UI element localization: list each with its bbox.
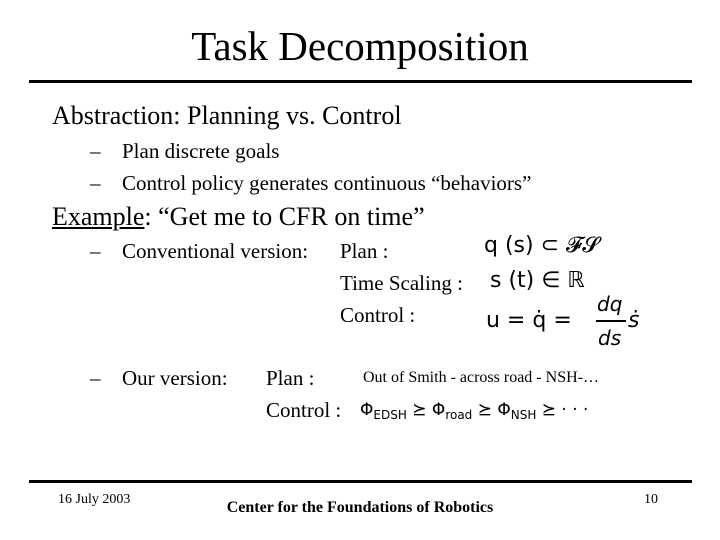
control-equation-lhs: u = q̇ = xyxy=(486,308,572,333)
fraction-bar xyxy=(596,320,626,322)
conventional-control-label: Control : xyxy=(340,303,416,327)
example-label: Example xyxy=(52,202,145,231)
sub-bullet-plan-goals: – Plan discrete goals xyxy=(90,139,280,163)
slide-title: Task Decomposition xyxy=(191,23,529,69)
footer-page-number: 10 xyxy=(644,492,658,507)
conventional-timescaling-label: Time Scaling : xyxy=(340,271,463,295)
dash-icon: – xyxy=(90,171,101,195)
footer-date: 16 July 2003 xyxy=(58,492,131,507)
example-text: : “Get me to CFR on time” xyxy=(144,202,425,231)
dash-icon: – xyxy=(90,139,101,163)
our-plan-label: Plan : xyxy=(266,366,315,390)
timescaling-equation: s (t) ∈ ℝ xyxy=(490,268,585,293)
our-plan-text: Out of Smith - across road - NSH-… xyxy=(363,369,599,386)
footer-center: Center for the Foundations of Robotics xyxy=(226,499,494,516)
dash-icon: – xyxy=(90,366,101,390)
our-control-label: Control : xyxy=(266,398,342,422)
control-equation-denominator: ds xyxy=(598,326,622,350)
dash-icon: – xyxy=(90,239,101,263)
sub-bullet-control-policy: – Control policy generates continuous “behaviors” xyxy=(90,171,532,195)
plan-equation: q (s) ⊂ 𝓕𝓢 xyxy=(484,233,600,258)
control-equation-numerator: dq xyxy=(597,292,623,316)
footer-divider xyxy=(29,480,692,483)
bullet-abstraction: Abstraction: Planning vs. Control xyxy=(52,101,402,130)
title-divider xyxy=(29,80,692,83)
bullet-example xyxy=(52,202,425,232)
our-control-equation: $\Phi_{EDSH}$ ⪰ $\Phi_{road}$ ⪰ $\Phi_{NSH}$ ⪰ · · · xyxy=(360,400,589,422)
sub-bullet-our-version: – Our version: xyxy=(90,366,228,390)
control-equation-rhs: ṡ xyxy=(628,308,640,333)
conventional-plan-label: Plan : xyxy=(340,239,389,263)
sub-bullet-conventional: – Conventional version: xyxy=(90,239,309,263)
